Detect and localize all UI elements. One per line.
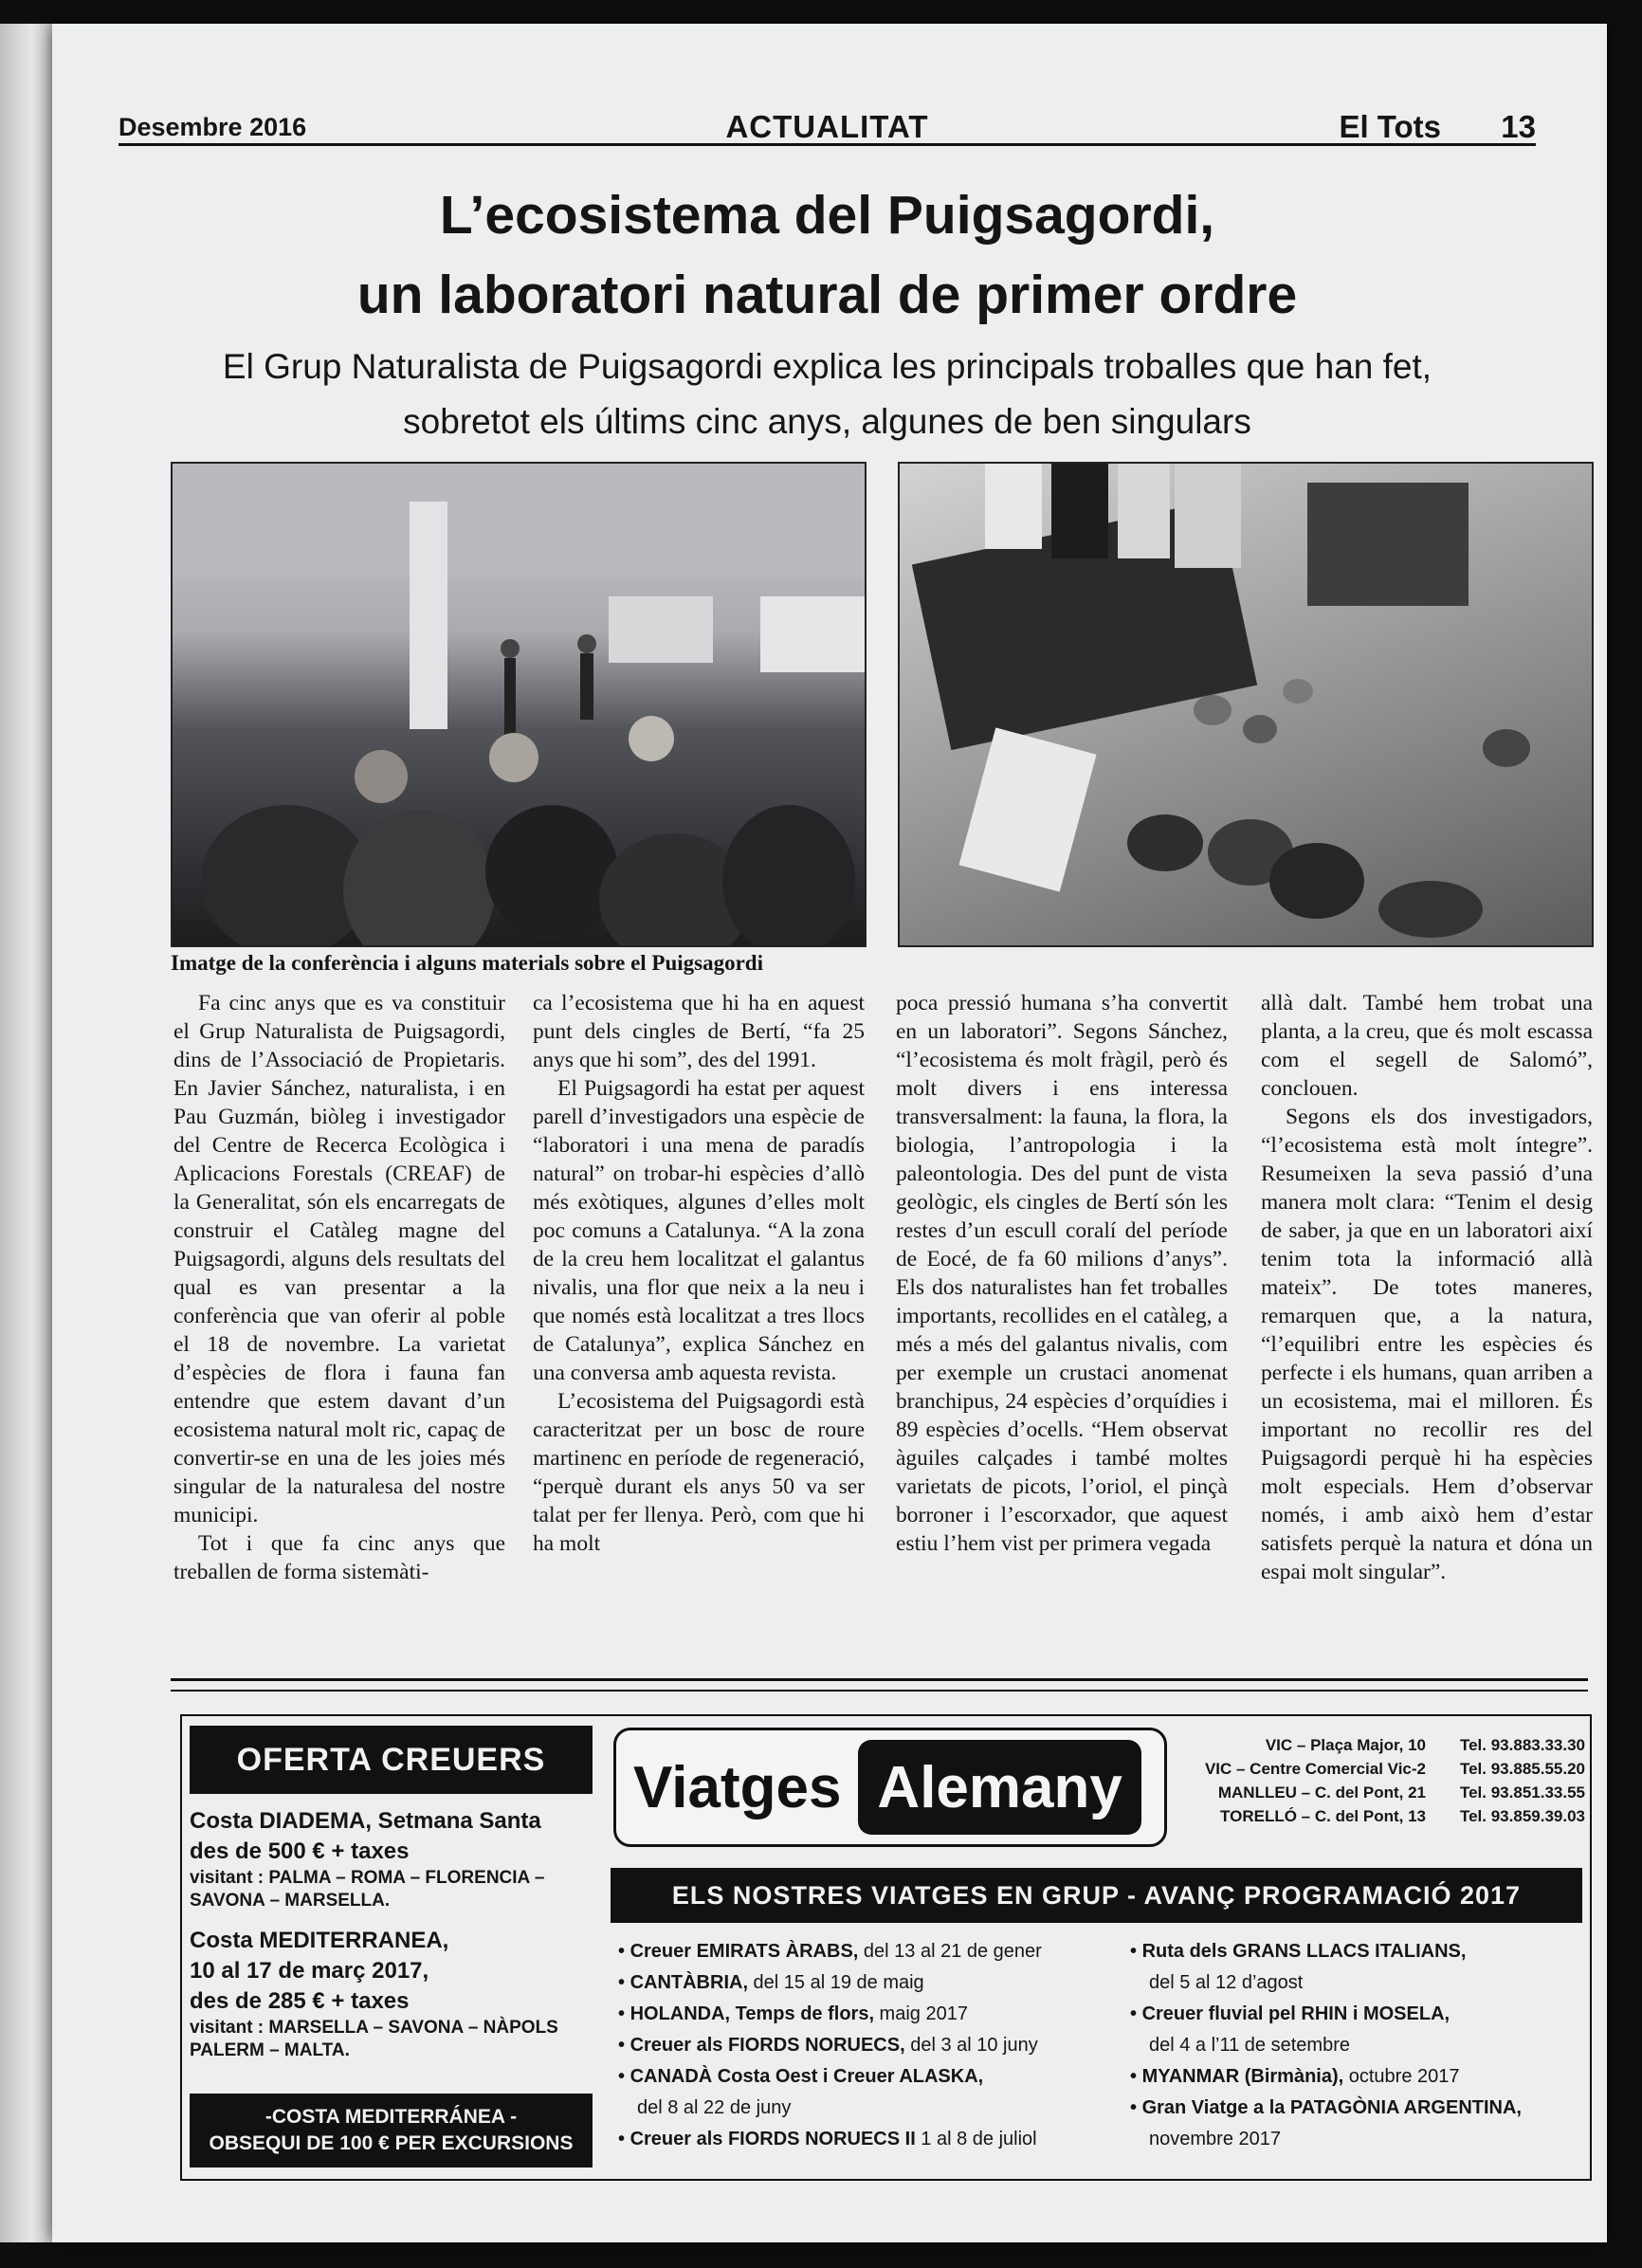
title-line-1: L’ecosistema del Puigsagordi, <box>439 185 1215 246</box>
paragraph: Tot i que fa cinc anys que treballen de forma sistemàti- <box>173 1531 505 1584</box>
office-place: VIC – Plaça Major, 10 <box>1265 1736 1426 1754</box>
promo-line-2: OBSEQUI DE 100 € PER EXCURSIONS <box>209 2132 574 2154</box>
cruise-1-price: des de 500 € + taxes <box>190 1838 410 1864</box>
divider <box>171 1678 1588 1681</box>
office-phone: Tel. 93.859.39.03 <box>1459 1807 1585 1825</box>
page-number: 13 <box>1501 109 1536 144</box>
agency-logo <box>613 1728 1167 1847</box>
office-phone: Tel. 93.883.33.30 <box>1459 1736 1585 1754</box>
divider <box>171 1690 1588 1692</box>
trip-item-detail: novembre 2017 <box>1149 2129 1281 2149</box>
paragraph: allà dalt. També hem trobat una planta, a la creu, que és molt escassa com el segell de Salomó”, conclouen. <box>1261 991 1593 1101</box>
cruise-2-dates: 10 al 17 de març 2017, <box>190 1958 429 1984</box>
binding-spine <box>0 24 52 2242</box>
trip-item: • Creuer als FIORDS NORUECS II 1 al 8 de juliol <box>618 2124 1111 2155</box>
trip-item-detail: del 8 al 22 de juny <box>637 2097 792 2118</box>
article-column-3 <box>896 989 1228 1672</box>
trip-item: • CANTÀBRIA, del 15 al 19 de maig <box>618 1967 1111 1999</box>
logo-word-2: Alemany <box>858 1740 1140 1835</box>
subtitle-line-2: sobretot els últims cinc anys, algunes de ben singulars <box>403 402 1251 441</box>
promo-box <box>190 2094 593 2167</box>
office-row <box>1170 1781 1585 1804</box>
cruise-1-visits: visitant : PALMA – ROMA – FLORENCIA – SAVONA – MARSELLA. <box>190 1868 545 1911</box>
trip-item-detail: del 4 a l’11 de setembre <box>1149 2035 1350 2056</box>
article-column-1 <box>173 989 505 1672</box>
group-trips-right <box>1130 1936 1585 2155</box>
trip-item: • Creuer EMIRATS ÀRABS, del 13 al 21 de gener <box>618 1936 1111 1967</box>
publication-name: El Tots <box>1339 109 1441 144</box>
article-subtitle <box>119 339 1536 449</box>
offer-title: OFERTA CREUERS <box>190 1726 593 1794</box>
office-row <box>1170 1757 1585 1781</box>
title-line-2: un laboratori natural de primer ordre <box>356 265 1298 325</box>
group-trips-left <box>618 1936 1111 2155</box>
trip-item: • HOLANDA, Temps de flors, maig 2017 <box>618 1999 1111 2030</box>
trip-item: • CANADÀ Costa Oest i Creuer ALASKA, <box>618 2061 1111 2093</box>
photo-caption: Imatge de la conferència i alguns materials sobre el Puigsagordi <box>171 951 763 975</box>
running-header <box>119 96 1536 146</box>
article-column-4 <box>1261 989 1593 1672</box>
office-place: MANLLEU – C. del Pont, 21 <box>1217 1783 1426 1802</box>
conference-photo <box>171 462 867 947</box>
promo-line-1: -COSTA MEDITERRÁNEA - <box>265 2106 518 2128</box>
paragraph: Fa cinc anys que es va constituir el Grup Naturalista de Puigsagordi, dins de l’Associació de Propietaris. En Javier Sánchez, naturalista, i en Pau Guzmán, biòleg i investigador del Centre de Recerca Ecològica i Aplicacions Forestals (CREAF) de la Generalitat, són els encarregats de construir el Catàleg magne del Puigsagordi, alguns dels resultats del qual es van presentar a la conferència que van oferir al poble el 18 de novembre. La varietat d’espècies de flora i fauna fan entendre que estem davant d’un ecosistema natural molt ric, capaç de convertir-se en una de les joies més singular de la naturalesa del nostre municipi. <box>173 991 505 1527</box>
trip-item: • Creuer als FIORDS NORUECS, del 3 al 10 juny <box>618 2030 1111 2061</box>
trip-item: • MYANMAR (Birmània), octubre 2017 <box>1130 2061 1585 2093</box>
cruise-2-visits: visitant : MARSELLA – SAVONA – NÀPOLS PALERM – MALTA. <box>190 2018 558 2060</box>
subtitle-line-1: El Grup Naturalista de Puigsagordi explica les principals troballes que han fet, <box>222 347 1432 386</box>
office-row <box>1170 1804 1585 1828</box>
office-phone: Tel. 93.885.55.20 <box>1459 1760 1585 1778</box>
magazine-page <box>52 24 1607 2242</box>
group-trips-banner: ELS NOSTRES VIATGES EN GRUP - AVANÇ PROGRAMACIÓ 2017 <box>611 1868 1582 1923</box>
issue-date: Desembre 2016 <box>119 113 307 141</box>
trip-item: • Gran Viatge a la PATAGÒNIA ARGENTINA, <box>1130 2093 1585 2124</box>
office-list <box>1170 1733 1585 1828</box>
paragraph: Segons els dos investigadors, “l’ecosistema està molt íntegre”. Resumeixen la seva passió d’una manera molt clara: “Tenim el desig de saber, ja que en un laboratori així tenim tota la informació allà mateix”. De totes maneres, remarquen que, a la natura, “l’equilibri entre les espècies és perfecte i els humans, quan arriben a un ecosistema, mai el milloren. És important no recollir res del Puigsagordi perquè hi ha espècies molt especials. Hem d’observar només, i amb això hem d’estar satisfets perquè la natura et dóna un espai molt singular”. <box>1261 1105 1593 1584</box>
travel-advertisement <box>180 1714 1592 2181</box>
cruise-1-title: Costa DIADEMA, Setmana Santa <box>190 1808 541 1834</box>
article-column-2 <box>533 989 865 1672</box>
paragraph: El Puigsagordi ha estat per aquest parell d’investigadors una espècie de “laboratori i una mena de paradís natural” on trobar-hi espècies d’allò més exòtiques, algunes d’elles molt poc comuns a Catalunya. “A la zona de la creu hem localitzat el galantus nivalis, una flor que neix a la neu i que només està localitzat a tres llocs de Catalunya”, explica Sánchez en una conversa amb aquesta revista. <box>533 1076 865 1385</box>
cruise-2-price: des de 285 € + taxes <box>190 1988 410 2014</box>
paragraph: L’ecosistema del Puigsagordi està caracteritzat per un bosc de roure martinenc en període de regeneració, “perquè durant els anys 50 va ser talat per fer llenya. Però, com que hi ha molt <box>533 1389 865 1556</box>
office-row <box>1170 1733 1585 1757</box>
trip-item: • Ruta dels GRANS LLACS ITALIANS, <box>1130 1936 1585 1967</box>
office-place: VIC – Centre Comercial Vic-2 <box>1204 1760 1426 1778</box>
trip-item: • Creuer fluvial pel RHIN i MOSELA, <box>1130 1999 1585 2030</box>
office-phone: Tel. 93.851.33.55 <box>1459 1783 1585 1802</box>
materials-photo <box>898 462 1594 947</box>
section-name: ACTUALITAT <box>725 109 929 144</box>
paragraph: ca l’ecosistema que hi ha en aquest punt dels cingles de Bertí, “fa 25 anys que hi som”, des del 1991. <box>533 991 865 1072</box>
trip-item-detail: del 5 al 12 d’agost <box>1149 1972 1304 1993</box>
logo-word-1: Viatges <box>633 1754 842 1820</box>
cruise-2-title: Costa MEDITERRANEA, <box>190 1928 449 1953</box>
article-title <box>119 175 1536 335</box>
cruise-offers <box>190 1806 593 2062</box>
paragraph: poca pressió humana s’ha convertit en un laboratori”. Segons Sánchez, “l’ecosistema és molt fràgil, però és molt divers i ens interessa transversalment: la fauna, la flora, la biologia, l’antropologia i la paleontologia. Des del punt de vista geològic, els cingles de Bertí són les restes d’un escull coralí del període de Eocé, de fa 60 milions d’anys”. Els dos naturalistes han fet troballes importants, recollides en el catàleg, a més a més del galantus nivalis, com per exemple un crustaci anomenat branchipus, 24 espècies d’orquídies i 89 espècies d’ocells. “Hem observat àguiles calçades i també moltes varietats de picots, l’oriol, el pinçà borroner i l’escorxador, que aquest estiu l’hem vist per primera vegada <box>896 991 1228 1556</box>
office-place: TORELLÓ – C. del Pont, 13 <box>1220 1807 1426 1825</box>
